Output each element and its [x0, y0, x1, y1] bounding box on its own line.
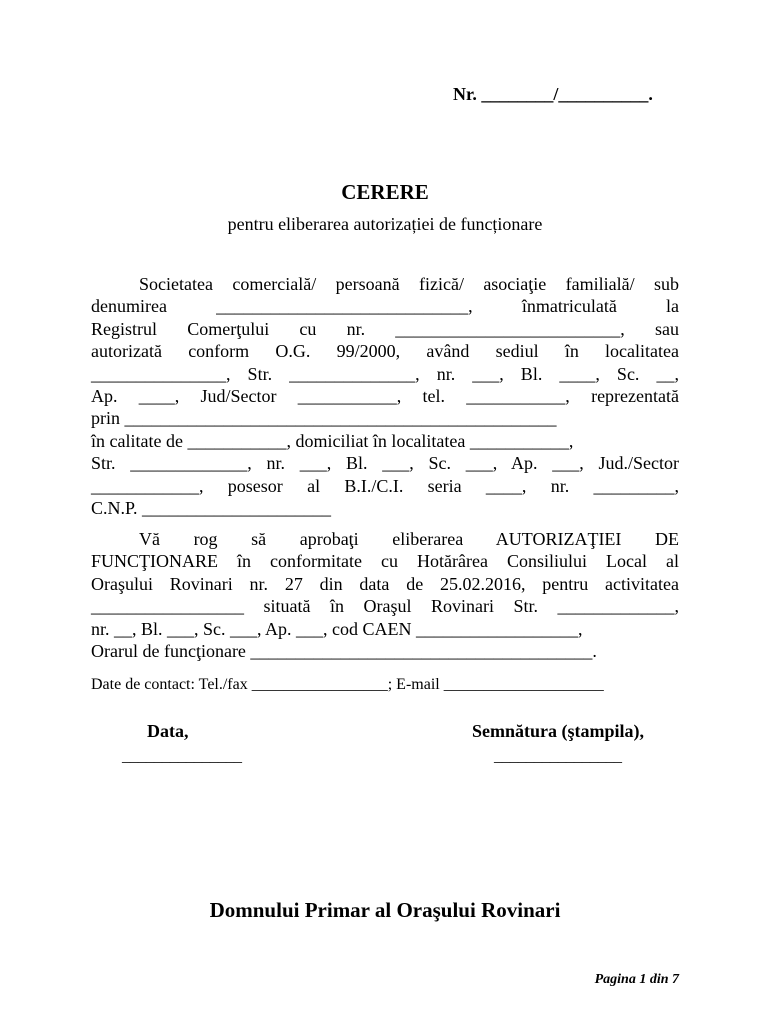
paragraph-line: C.N.P. _____________________ — [91, 498, 332, 519]
document-number: Nr. ________/__________. — [453, 84, 653, 104]
paragraph-line: Registrul Comerţului cu nr. _________________________, sau — [91, 318, 679, 339]
request-paragraph — [91, 528, 679, 662]
signature-field-line: ________________ — [494, 748, 622, 765]
paragraph-line: autorizată conform O.G. 99/2000, având sediul în localitatea — [91, 341, 679, 362]
document-title: CERERE — [341, 180, 429, 204]
paragraph-line: Orarul de funcţionare ______________________________________. — [91, 641, 597, 662]
paragraph-line: Vă rog să aprobaţi eliberarea AUTORIZAŢIEI DE — [139, 529, 679, 549]
date-label: Data, — [147, 721, 189, 741]
applicant-paragraph — [91, 273, 679, 519]
document-subtitle: pentru eliberarea autorizației de funcționare — [227, 214, 543, 234]
date-field-line: _______________ — [122, 748, 242, 765]
contact-details: Date de contact: Tel./fax _________________; E-mail ____________________ — [91, 676, 604, 693]
signature-label: Semnătura (ştampila), — [472, 721, 644, 741]
paragraph-line: în calitate de ___________, domiciliat în localitatea ___________, — [91, 430, 574, 451]
paragraph-line: Societatea comercială/ persoană fizică/ asociaţie familială/ sub — [139, 274, 679, 294]
page-number: Pagina 1 din 7 — [594, 972, 679, 987]
addressee: Domnului Primar al Oraşului Rovinari — [209, 898, 561, 922]
paragraph-line: Ap. ____, Jud/Sector ___________, tel. ___________, reprezentată — [91, 386, 679, 407]
paragraph-line: nr. __, Bl. ___, Sc. ___, Ap. ___, cod CAEN __________________, — [91, 618, 583, 639]
paragraph-line: _________________ situată în Oraşul Rovinari Str. _____________, — [91, 596, 679, 617]
paragraph-line: ____________, posesor al B.I./C.I. seria ____, nr. _________, — [91, 475, 679, 496]
paragraph-line: FUNCŢIONARE în conformitate cu Hotărârea Consiliului Local al — [91, 551, 679, 572]
paragraph-line: denumirea ____________________________, înmatriculată la — [91, 296, 679, 317]
paragraph-line: prin ________________________________________________ — [91, 408, 557, 429]
paragraph-line: _______________, Str. ______________, nr. ___, Bl. ____, Sc. __, — [91, 363, 679, 384]
paragraph-line: Oraşului Rovinari nr. 27 din data de 25.02.2016, pentru activitatea — [91, 573, 679, 594]
paragraph-line: Str. _____________, nr. ___, Bl. ___, Sc. ___, Ap. ___, Jud./Sector — [91, 453, 679, 474]
